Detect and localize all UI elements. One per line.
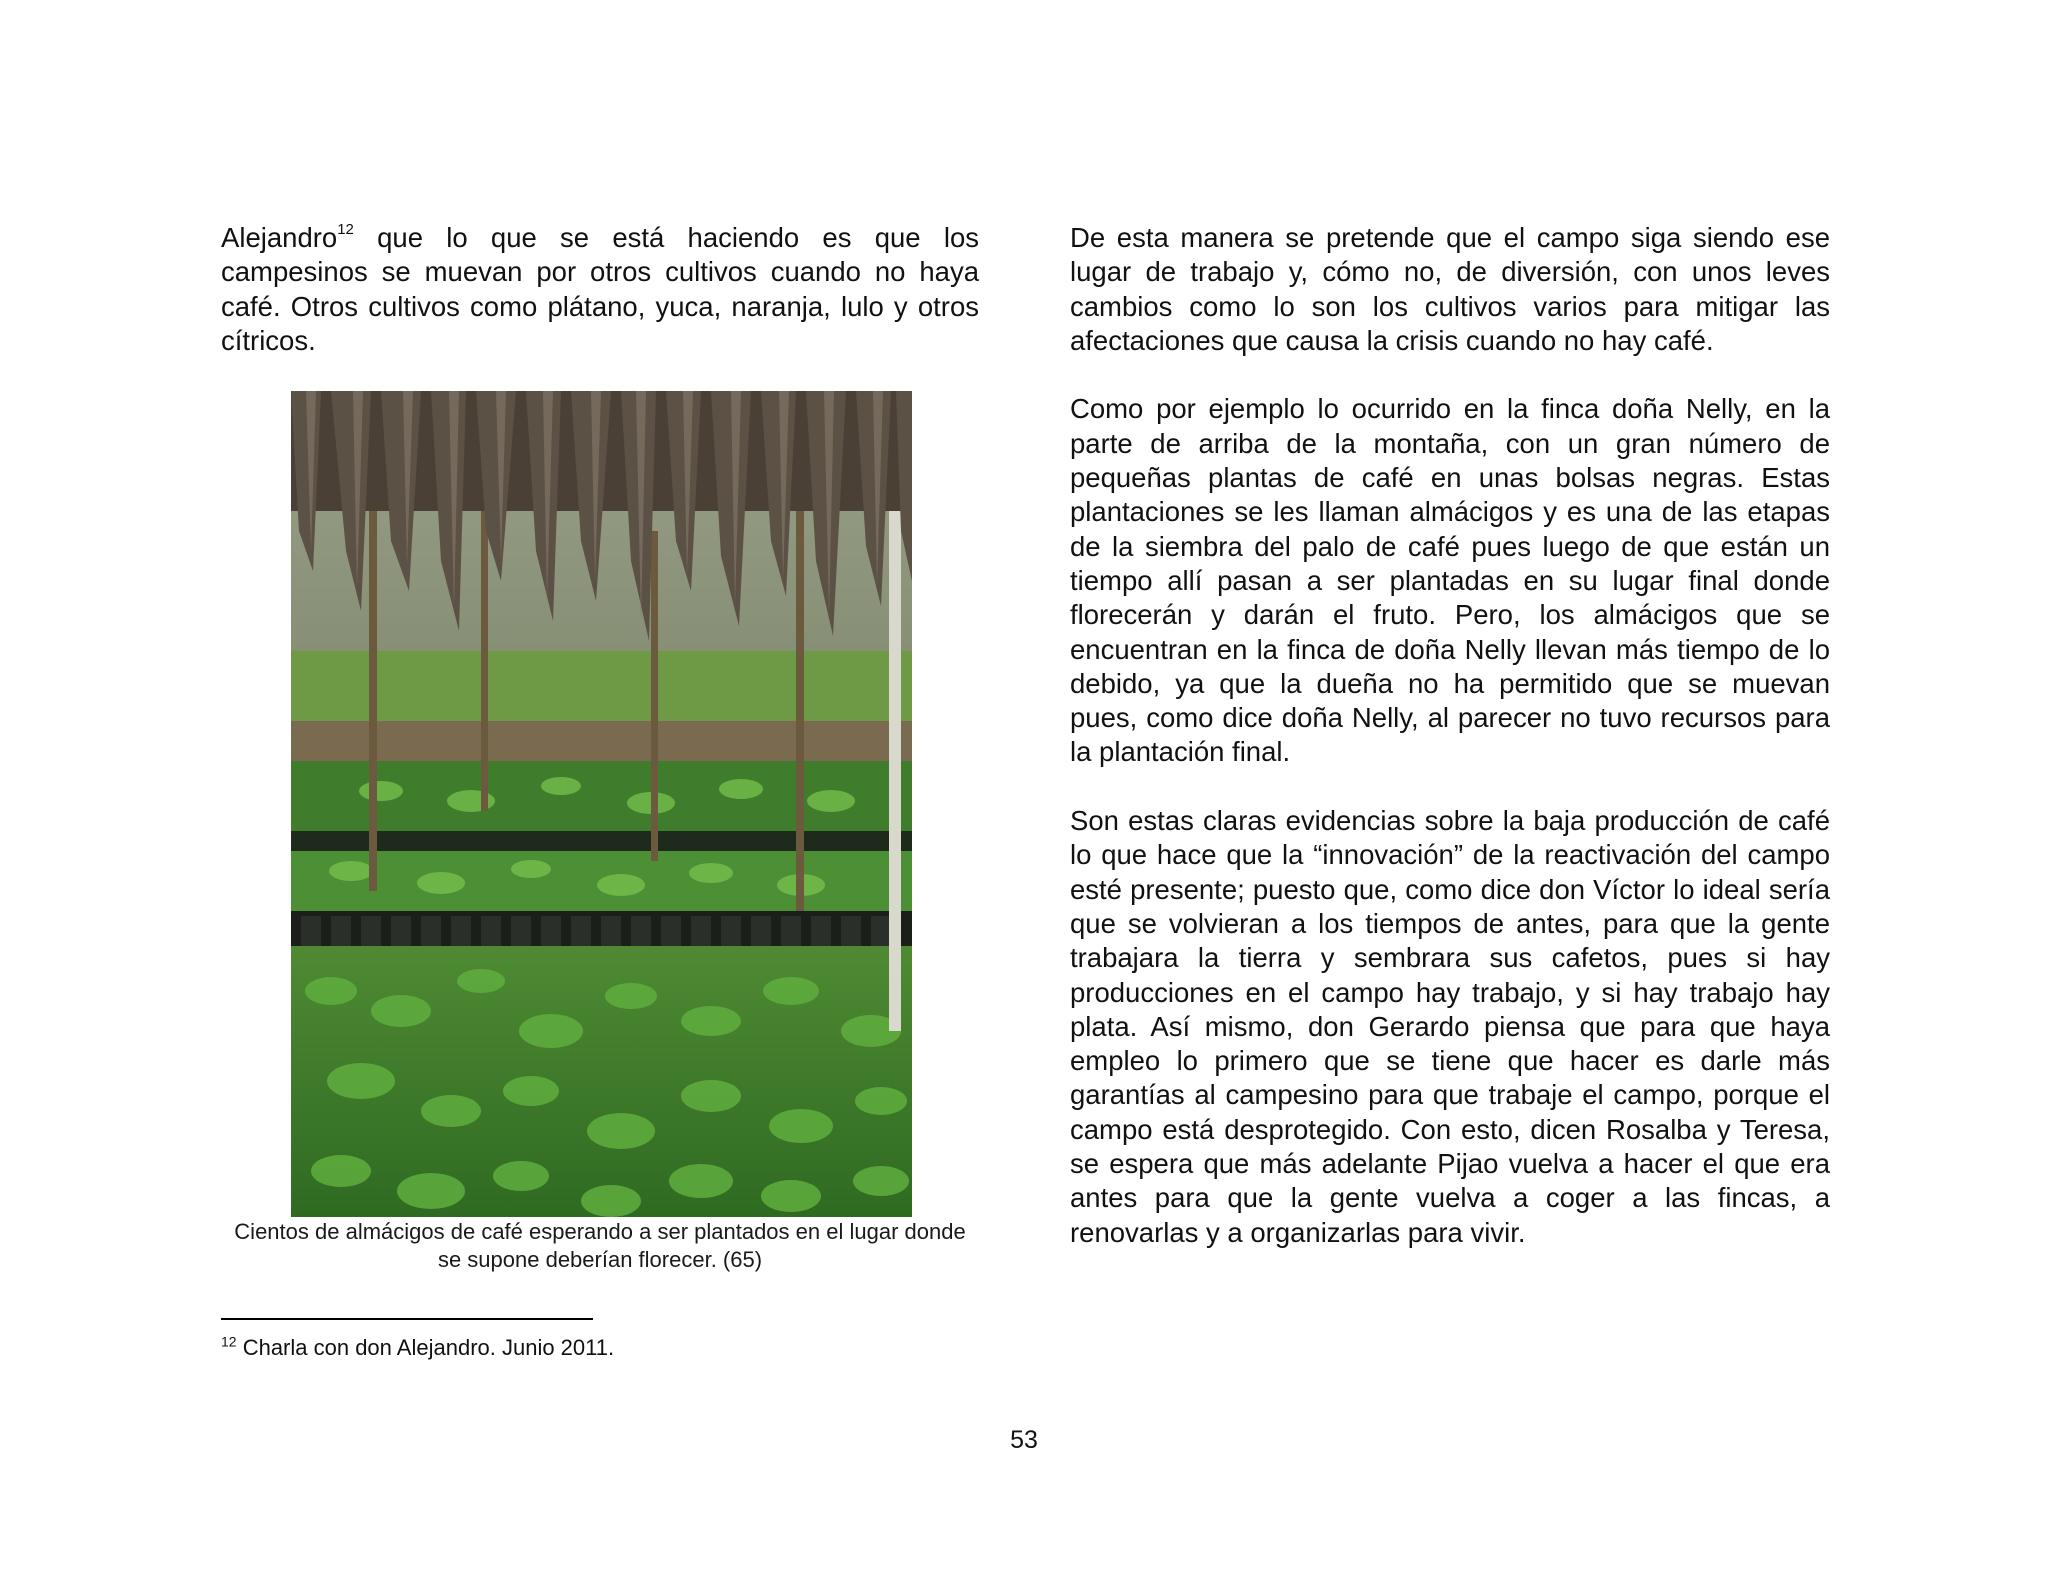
left-column: [221, 221, 979, 358]
figure-caption: Cientos de almácigos de café esperando a ser plantados en el lugar donde se supone deberían florecer. (65): [234, 1219, 966, 1272]
footnote: [221, 1333, 614, 1363]
footnote-number: 12: [221, 1333, 237, 1350]
left-paragraph: [221, 221, 979, 358]
right-column: [1070, 221, 1830, 1250]
paragraph-start: Alejandro: [221, 222, 338, 253]
page-number: 53: [1010, 1426, 1038, 1454]
photo-illustration: [291, 391, 912, 1217]
right-paragraph-2: Como por ejemplo lo ocurrido en la finca doña Nelly, en la parte de arriba de la montaña, con un gran número de pequeñas plantas de café en unas bolsas negras. Estas plantaciones se les llaman almácigos y es una de las etapas de la siembra del palo de café pues luego de que están un tiempo allí pasan a ser plantadas en su lugar final donde florecerán y darán el fruto. Pero, los almácigos que se encuentran en la finca de doña Nelly llevan más tiempo de lo debido, ya que la dueña no ha permitido que se muevan pues, como dice doña Nelly, al parecer no tuvo recursos para la plantación final.: [1070, 393, 1830, 768]
coffee-seedlings-photo: [291, 391, 912, 1217]
footnote-separator: [221, 1318, 593, 1320]
footnote-text: Charla con don Alejandro. Junio 2011.: [236, 1335, 615, 1360]
paragraph-rest: que lo que se está haciendo es que los campesinos se muevan por otros cultivos cuando no haya café. Otros cultivos como plátano, yuca, naranja, lulo y otros cítricos.: [221, 222, 979, 356]
right-paragraph-3: Son estas claras evidencias sobre la baja producción de café lo que hace que la “innovación” de la reactivación del campo esté presente; puesto que, como dice don Víctor lo ideal sería que se volvieran a los tiempos de antes, para que la gente trabajara la tierra y sembrara sus cafetos, pues si hay producciones en el campo hay trabajo, y si hay trabajo hay plata. Así mismo, don Gerardo piensa que para que haya empleo lo primero que se tiene que hacer es darle más garantías al campesino para que trabaje el campo, porque el campo está desprotegido. Con esto, dicen Rosalba y Teresa, se espera que más adelante Pijao vuelva a hacer el que era antes para que la gente vuelva a coger a las fincas, a renovarlas y a organizarlas para vivir.: [1070, 805, 1830, 1248]
right-paragraph-1: De esta manera se pretende que el campo siga siendo ese lugar de trabajo y, cómo no, de diversión, con unos leves cambios como lo son los cultivos varios para mitigar las afectaciones que causa la crisis cuando no hay café.: [1070, 222, 1830, 356]
footnote-reference[interactable]: 12: [337, 220, 354, 238]
